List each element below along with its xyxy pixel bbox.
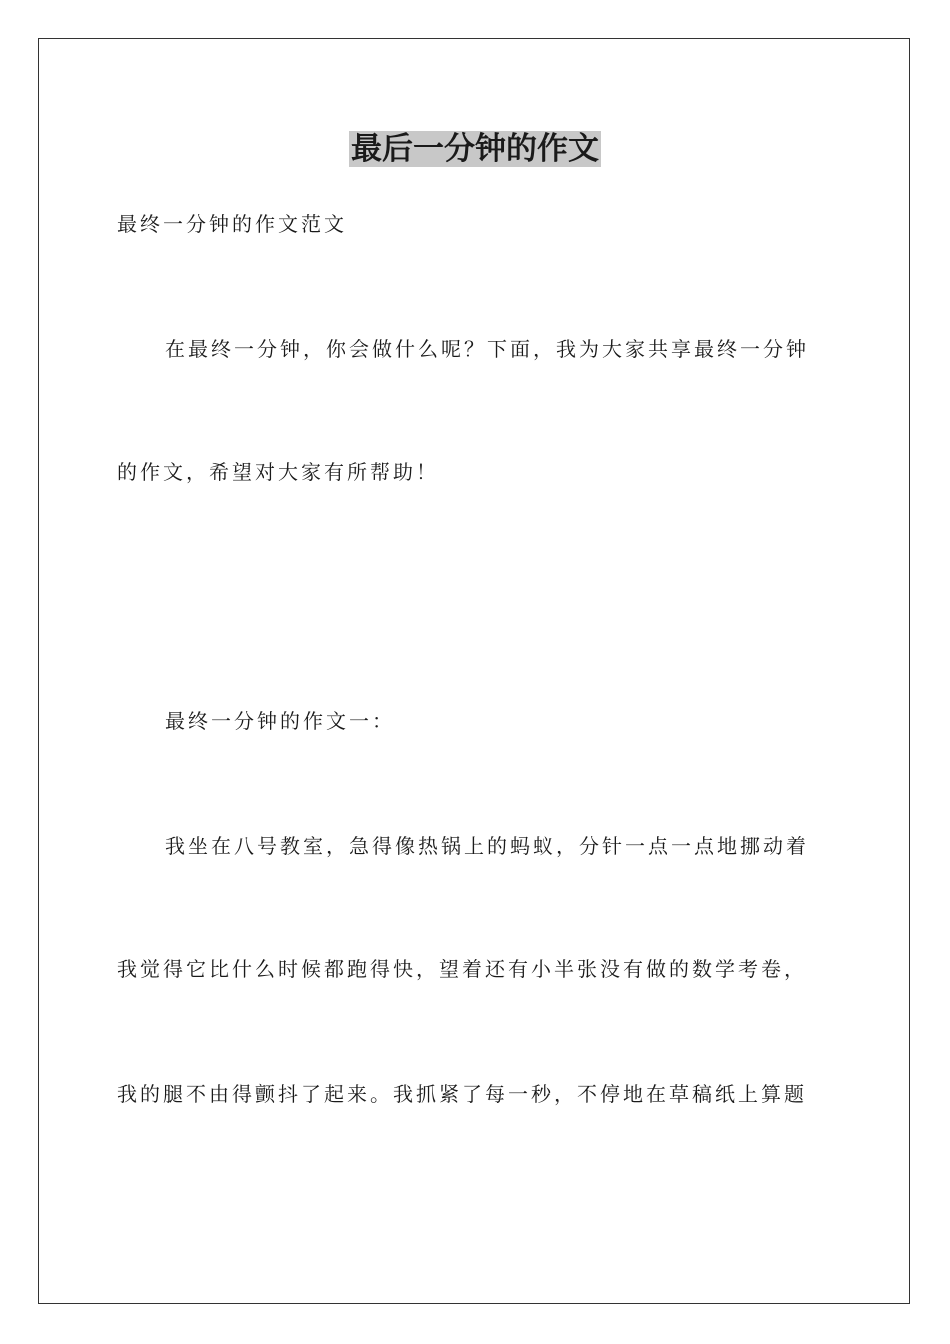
paragraph-line: 在最终一分钟，你会做什么呢？下面，我为大家共享最终一分钟 (165, 337, 809, 361)
paragraph-line: 我觉得它比什么时候都跑得快，望着还有小半张没有做的数学考卷， (117, 957, 807, 981)
subtitle-line: 最终一分钟的作文范文 (117, 212, 347, 236)
paragraph-line: 的作文，希望对大家有所帮助！ (117, 460, 439, 484)
document-title (0, 128, 950, 170)
section-heading: 最终一分钟的作文一： (165, 709, 395, 733)
document-title-text: 最后一分钟的作文 (351, 131, 599, 167)
paragraph-line: 我的腿不由得颤抖了起来。我抓紧了每一秒，不停地在草稿纸上算题 (117, 1082, 807, 1106)
paragraph-line: 我坐在八号教室，急得像热锅上的蚂蚁，分针一点一点地挪动着 (165, 834, 809, 858)
